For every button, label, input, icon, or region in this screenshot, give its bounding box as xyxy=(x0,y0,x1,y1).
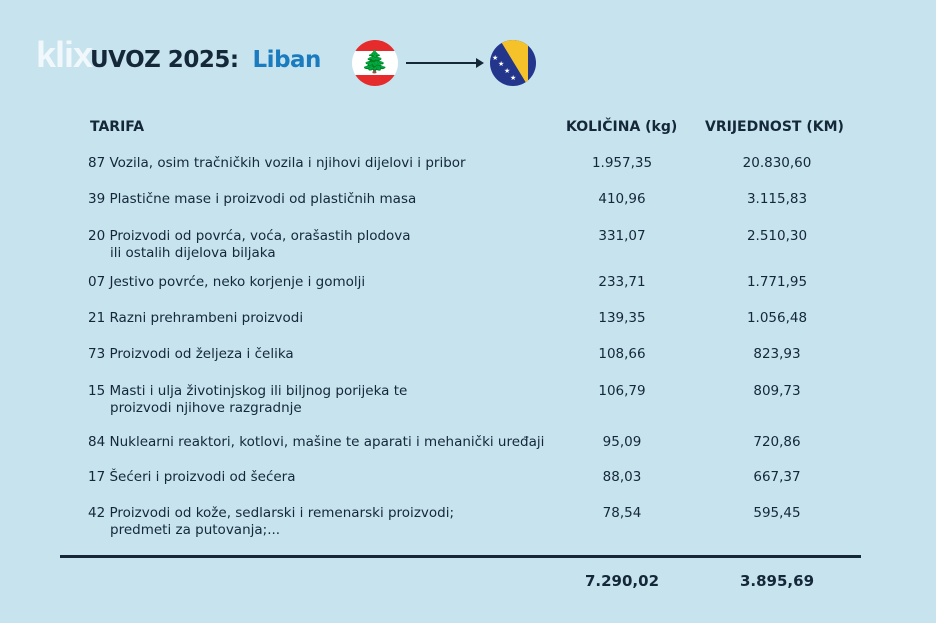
klix-logo: klix xyxy=(36,34,93,75)
tarifa-line-2: proizvodi njihove razgradnje xyxy=(110,400,302,416)
tarifa-cell xyxy=(88,383,568,417)
tarifa-cell xyxy=(88,434,568,451)
arrow-right-icon xyxy=(406,62,482,64)
tarifa-cell xyxy=(88,469,568,486)
tarifa-line-1: 73 Proizvodi od željeza i čelika xyxy=(88,346,294,362)
kolicina-cell: 410,96 xyxy=(598,191,646,207)
tarifa-cell xyxy=(88,228,568,262)
tarifa-line-1: 20 Proizvodi od povrća, voća, orašastih plodova xyxy=(88,228,411,244)
vrijednost-cell: 720,86 xyxy=(753,434,801,450)
tarifa-line-1: 17 Šećeri i proizvodi od šećera xyxy=(88,469,296,485)
tarifa-cell xyxy=(88,505,568,539)
bosnia-flag-icon: ★ ★ ★ ★ xyxy=(490,40,536,86)
total-kolicina: 7.290,02 xyxy=(584,572,660,590)
kolicina-cell: 88,03 xyxy=(602,469,642,485)
lebanon-flag-icon: 🌲 xyxy=(352,40,398,86)
kolicina-cell: 139,35 xyxy=(598,310,646,326)
country-name: Liban xyxy=(252,47,321,73)
tarifa-line-1: 39 Plastične mase i proizvodi od plastičnih masa xyxy=(88,191,417,207)
tarifa-line-2: predmeti za putovanja;... xyxy=(110,522,281,538)
vrijednost-cell: 809,73 xyxy=(753,383,801,399)
tarifa-line-2: ili ostalih dijelova biljaka xyxy=(110,245,276,261)
tarifa-line-1: 87 Vozila, osim tračničkih vozila i njihovi dijelovi i pribor xyxy=(88,155,466,171)
header-vrijednost: VRIJEDNOST (KM) xyxy=(705,119,844,135)
tarifa-cell xyxy=(88,346,568,363)
vrijednost-cell: 823,93 xyxy=(753,346,801,362)
kolicina-cell: 108,66 xyxy=(598,346,646,362)
kolicina-cell: 78,54 xyxy=(602,505,642,521)
page-title xyxy=(90,47,321,73)
tarifa-cell xyxy=(88,310,568,327)
tarifa-cell xyxy=(88,274,568,291)
vrijednost-cell: 20.830,60 xyxy=(742,155,812,171)
vrijednost-cell: 1.771,95 xyxy=(746,274,808,290)
kolicina-cell: 95,09 xyxy=(602,434,642,450)
total-divider xyxy=(60,555,861,558)
tarifa-line-1: 84 Nuklearni reaktori, kotlovi, mašine te aparati i mehanički uređaji xyxy=(88,434,545,450)
kolicina-cell: 1.957,35 xyxy=(591,155,653,171)
tarifa-line-1: 15 Masti i ulja životinjskog ili biljnog porijeka te xyxy=(88,383,408,399)
header-kolicina: KOLIČINA (kg) xyxy=(566,119,678,135)
title-prefix: UVOZ 2025: xyxy=(90,47,239,73)
vrijednost-cell: 667,37 xyxy=(753,469,801,485)
kolicina-cell: 233,71 xyxy=(598,274,646,290)
vrijednost-cell: 1.056,48 xyxy=(746,310,808,326)
tarifa-cell xyxy=(88,191,568,208)
kolicina-cell: 331,07 xyxy=(598,228,646,244)
header-tarifa: TARIFA xyxy=(90,119,145,135)
tarifa-line-1: 07 Jestivo povrće, neko korjenje i gomolji xyxy=(88,274,366,290)
tarifa-line-1: 42 Proizvodi od kože, sedlarski i remenarski proizvodi; xyxy=(88,505,455,521)
vrijednost-cell: 3.115,83 xyxy=(746,191,808,207)
vrijednost-cell: 595,45 xyxy=(753,505,801,521)
vrijednost-cell: 2.510,30 xyxy=(746,228,808,244)
tarifa-cell xyxy=(88,155,568,172)
tarifa-line-1: 21 Razni prehrambeni proizvodi xyxy=(88,310,304,326)
kolicina-cell: 106,79 xyxy=(598,383,646,399)
total-vrijednost: 3.895,69 xyxy=(739,572,815,590)
